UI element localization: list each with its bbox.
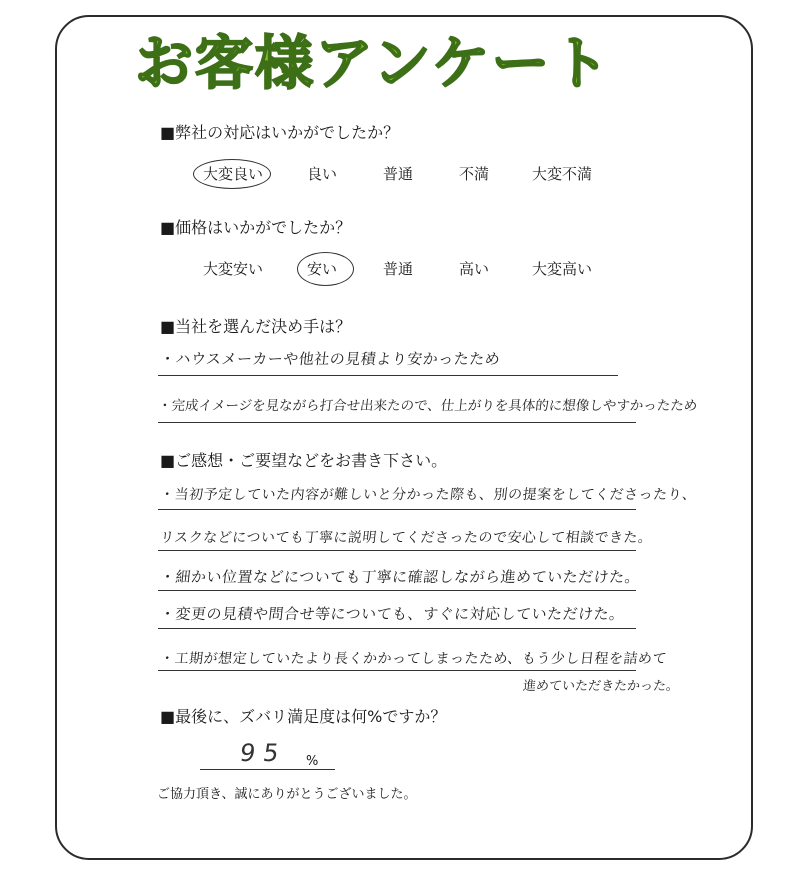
answer-line (158, 628, 636, 629)
handwritten-answer: ・工期が想定していたより長くかかってしまったため、もう少し日程を詰めて (159, 651, 668, 667)
handwritten-answer: ・変更の見積や問合せ等についても、すぐに対応していただけた。 (159, 605, 626, 623)
survey-title: お客様アンケート (135, 29, 612, 97)
answer-line (158, 509, 636, 510)
q1-option-very-good[interactable]: 大変良い (203, 165, 264, 183)
q2-option-very-expensive[interactable]: 大変高い (532, 260, 593, 278)
q2-option-very-cheap[interactable]: 大変安い (203, 260, 264, 278)
percent-unit: % (306, 754, 319, 769)
q1-option-dissatisfied[interactable]: 不満 (459, 165, 490, 183)
satisfaction-value: 95 (238, 739, 289, 767)
answer-line (158, 422, 636, 423)
handwritten-answer: ・ハウスメーカーや他社の見積より安かったため (159, 350, 502, 368)
question-4-label: ■ご感想・ご要望などをお書き下さい。 (160, 451, 448, 470)
q2-option-normal[interactable]: 普通 (383, 260, 414, 278)
q2-option-expensive[interactable]: 高い (459, 260, 490, 278)
q1-option-normal[interactable]: 普通 (383, 165, 414, 183)
question-2-label: ■価格はいかがでしたか？ (160, 218, 352, 237)
q1-option-very-dissatisfied[interactable]: 大変不満 (532, 165, 593, 183)
q1-option-good[interactable]: 良い (307, 165, 338, 183)
handwritten-answer: 進めていただきたかった。 (522, 679, 680, 694)
handwritten-answer: ・完成イメージを見ながら打合せ出来たので、仕上がりを具体的に想像しやすかったため (157, 398, 699, 414)
answer-line (158, 670, 636, 671)
handwritten-answer: ・細かい位置などについても丁寧に確認しながら進めていただけた。 (159, 568, 642, 586)
handwritten-answer: リスクなどについても丁寧に説明してくださったので安心して相談できた。 (159, 530, 654, 546)
answer-line (158, 375, 618, 376)
question-1-label: ■弊社の対応はいかがでしたか？ (160, 123, 400, 142)
handwritten-answer: ・当初予定していた内容が難しいと分かった際も、別の提案をしてくださったり、 (159, 487, 698, 503)
q2-option-cheap[interactable]: 安い (307, 260, 338, 278)
question-5-label: ■最後に、ズバリ満足度は何%ですか？ (160, 707, 447, 726)
answer-line (158, 550, 636, 551)
question-3-label: ■当社を選んだ決め手は？ (160, 317, 352, 336)
answer-line (200, 769, 335, 770)
answer-line (158, 590, 636, 591)
thank-you-message: ご協力頂き、誠にありがとうございました。 (157, 787, 417, 802)
